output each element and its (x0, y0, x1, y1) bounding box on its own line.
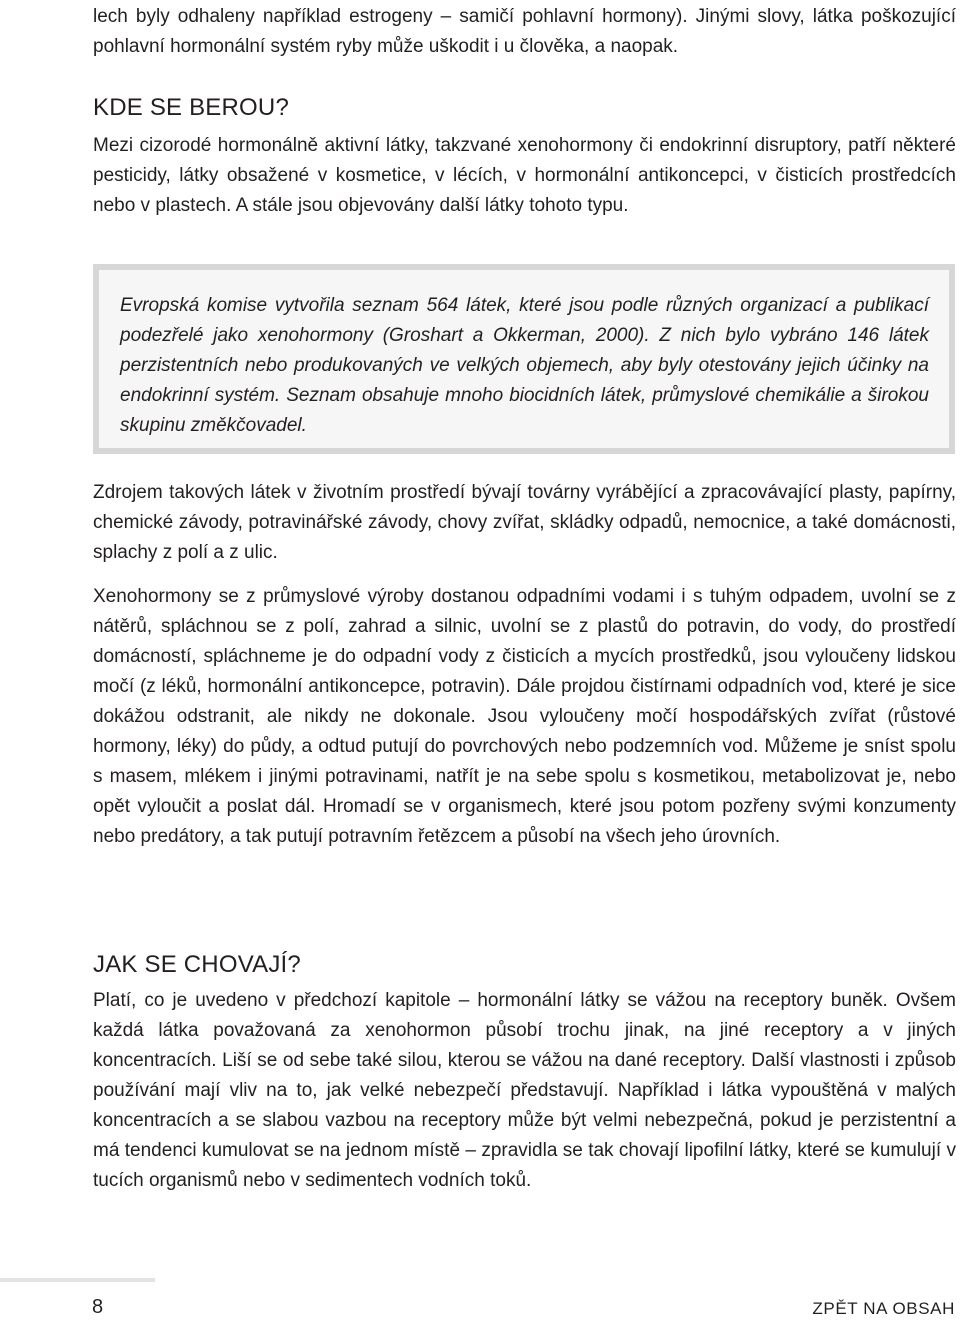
behaviour-paragraph: Platí, co je uvedeno v předchozí kapitole – hormonální látky se vážou na receptory buněk. Ovšem každá látka považovaná za xenohormon působí trochu jinak, na jiné receptory a v jiných koncentracích. Liší se od sebe také silou, kterou se vážou na dané receptory. Další vlastnosti i způsob používání mají vliv na to, jak velké nebezpečí představují. Například i látka vypouštěná v malých koncentracích a se slabou vazbou na receptory může být velmi nebezpečná, pokud je perzistentní a má tendenci kumulovat se na jednom místě – zpravidla se tak chovají lipofilní látky, které se kumulují v tucích organismů nebo v sedimentech vodních toků. (93, 990, 956, 1191)
section-heading-jak-se-chovaji: JAK SE CHOVAJÍ? (93, 951, 301, 978)
section-paragraph-xenohormony: Mezi cizorodé hormonálně aktivní látky, takzvané xenohormony či endokrinní disruptory, patří některé pesticidy, látky obsažené v kosmetice, v lécích, v hormonální antikoncepci, v čisticích prostředcích nebo v plastech. A stále jsou objevovány další látky tohoto typu. (93, 135, 956, 216)
pathways-paragraph: Xenohormony se z průmyslové výroby dostanou odpadními vodami i s tuhým odpadem, uvolní se z nátěrů, spláchnou se z polí, zahrad a silnic, uvolní se z plastů do potravin, do vody, do prostředí domácností, spláchneme je do odpadní vody z čisticích a mycích prostředků, jsou vyloučeny lidskou močí (z léků, hormonální antikoncepce, potravin). Dále projdou čistírnami odpadních vod, které je sice dokážou odstranit, ale nikdy ne dokonale. Jsou vyloučeny močí hospodářských zvířat (růstové hormony, léky) do půdy, a odtud putují do povrchových nebo podzemních vod. Můžeme je sníst spolu s masem, mlékem i jinými potravinami, natřít je na sebe spolu s kosmetikou, metabolizovat je, nebo opět vyloučit a poslat dál. Hromadí se v organismech, které jsou potom pozřeny svými konzumenty nebo predátory, a tak putují potravním řetězcem a působí na všech jeho úrovních. (93, 586, 956, 847)
intro-paragraph: lech byly odhaleny například estrogeny – samičí pohlavní hormony). Jinými slovy, látka poškozující pohlavní hormonální systém ryby může uškodit i u člověka, a naopak. (93, 6, 956, 57)
section-heading-kde-se-berou: KDE SE BEROU? (93, 94, 289, 121)
footer-divider (0, 1278, 155, 1282)
info-callout-box (93, 264, 955, 454)
sources-paragraph: Zdrojem takových látek v životním prostředí bývají továrny vyrábějící a zpracovávající plasty, papírny, chemické závody, potravinářské závody, chovy zvířat, skládky odpadů, nemocnice, a také domácnosti, splachy z polí a z ulic. (93, 482, 956, 563)
callout-text: Evropská komise vytvořila seznam 564 látek, které jsou podle různých organizací a publikací podezřelé jako xenohormony (Groshart a Okkerman, 2000). Z nich bylo vybráno 146 látek perzistentních nebo produkovaných ve velkých objemech, aby byly otestovány jejich účinky na endokrinní systém. Seznam obsahuje mnoho biocidních látek, průmyslové chemikálie a širokou skupinu změkčovadel. (120, 295, 929, 436)
back-to-contents-link[interactable]: ZPĚT NA OBSAH (812, 1299, 955, 1318)
page-number: 8 (92, 1296, 104, 1318)
